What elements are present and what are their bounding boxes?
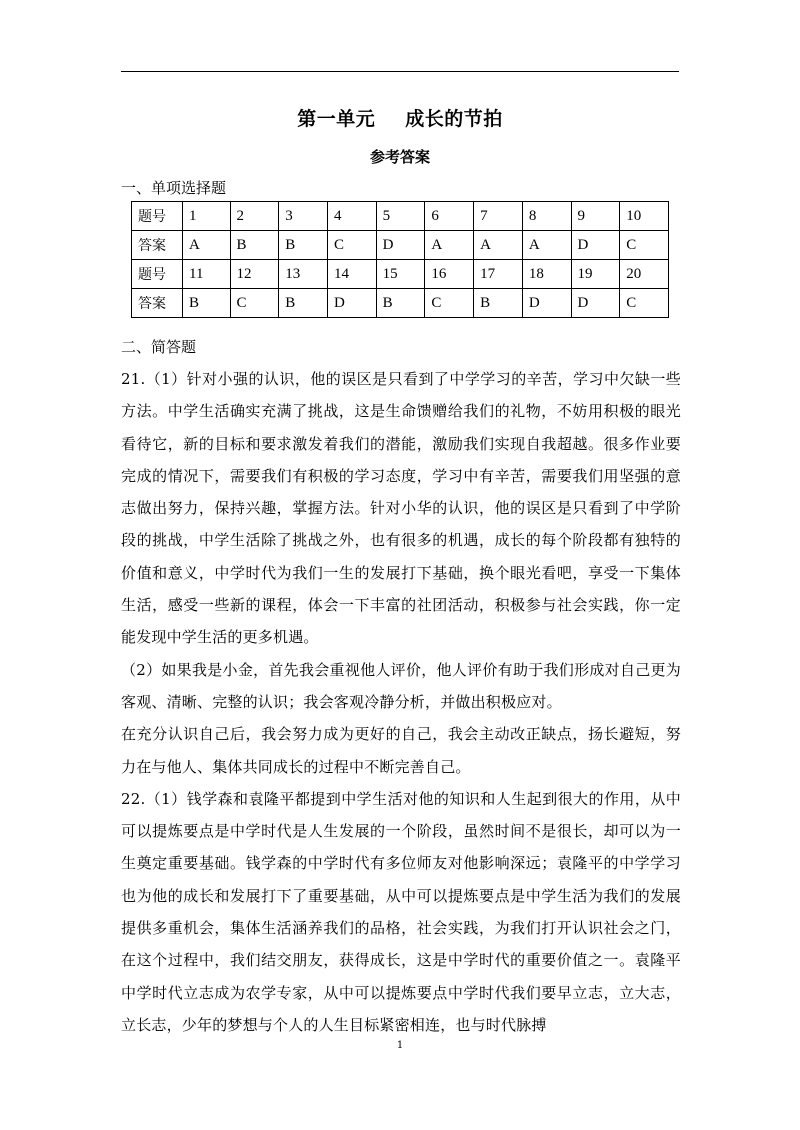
question-number: 17	[474, 260, 523, 289]
row-label: 答案	[132, 289, 183, 318]
answer-paragraph: 21.（1）针对小强的认识，他的误区是只看到了中学学习的辛苦，学习中欠缺一些方法。中学生活确实充满了挑战，这是生命馈赠给我们的礼物，不妨用积极的眼光看待它，新的目标和要求激发着我们的潜能，激励我们实现自我超越。很多作业要完成的情况下，需要我们有积极的学习态度，学习中有辛苦，需要我们用坚强的意志做出努力，保持兴趣，掌握方法。针对小华的认识，他的误区是只看到了中学阶段的挑战，中学生活除了挑战之外，也有很多的机遇，成长的每个阶段都有独特的价值和意义，中学时代为我们一生的发展打下基础，换个眼光看吧，享受一下集体生活，感受一些新的课程，体会一下丰富的社团活动，积极参与社会实践，你一定能发现中学生活的更多机遇。	[121, 370, 681, 647]
answer-cell: B	[279, 289, 328, 318]
question-number: 9	[571, 202, 620, 231]
question-number: 15	[376, 260, 425, 289]
question-number: 4	[327, 202, 376, 231]
unit-title: 成长的节拍	[405, 108, 503, 130]
question-number: 14	[327, 260, 376, 289]
table-row-numbers-1	[132, 202, 669, 231]
table-row-answers-1	[132, 231, 669, 260]
answer-cell: B	[376, 289, 425, 318]
answer-body	[121, 363, 681, 1041]
answer-cell: B	[474, 289, 523, 318]
question-number: 11	[183, 260, 231, 289]
page-number: 1	[396, 1040, 404, 1051]
question-number: 20	[620, 260, 669, 289]
answer-table	[131, 201, 669, 318]
table-row-answers-2	[132, 289, 669, 318]
section-heading-short-answer: 二、简答题	[121, 338, 197, 356]
question-number: 3	[279, 202, 328, 231]
section-heading-choice: 一、单项选择题	[121, 179, 227, 197]
answer-cell: D	[522, 289, 571, 318]
answer-cell: D	[376, 231, 425, 260]
question-number: 5	[376, 202, 425, 231]
question-number: 19	[571, 260, 620, 289]
answer-cell: A	[522, 231, 571, 260]
answer-cell: C	[425, 289, 474, 318]
question-number: 2	[230, 202, 279, 231]
answer-cell: A	[474, 231, 523, 260]
answer-cell: C	[327, 231, 376, 260]
answer-cell: D	[327, 289, 376, 318]
answer-cell: C	[230, 289, 279, 318]
answer-cell: C	[620, 289, 669, 318]
unit-label: 第一单元	[297, 108, 376, 130]
question-number: 7	[474, 202, 523, 231]
answer-cell: B	[230, 231, 279, 260]
answer-paragraph: 22.（1）钱学森和袁隆平都提到中学生活对他的知识和人生起到很大的作用，从中可以提炼要点是中学时代是人生发展的一个阶段，虽然时间不是很长，却可以为一生奠定重要基础。钱学森的中学时代有多位师友对他影响深远；袁隆平的中学学习也为他的成长和发展打下了重要基础，从中可以提炼要点是中学生活为我们的发展提供多重机会，集体生活涵养我们的品格，社会实践，为我们打开认识社会之门，在这个过程中，我们结交朋友，获得成长，这是中学时代的重要价值之一。袁隆平中学时代立志成为农学专家，从中可以提炼要点中学时代我们要早立志，立大志，立长志，少年的梦想与个人的人生目标紧密相连，也与时代脉搏	[121, 789, 681, 1034]
row-label: 题号	[132, 260, 183, 289]
answer-cell: D	[571, 289, 620, 318]
question-number: 16	[425, 260, 474, 289]
question-number: 13	[279, 260, 328, 289]
table-row-numbers-2	[132, 260, 669, 289]
answer-cell: B	[183, 289, 231, 318]
question-number: 18	[522, 260, 571, 289]
question-number: 10	[620, 202, 669, 231]
row-label: 答案	[132, 231, 183, 260]
page-title	[0, 104, 800, 131]
answer-cell: A	[425, 231, 474, 260]
question-number: 6	[425, 202, 474, 231]
answer-cell: D	[571, 231, 620, 260]
answer-cell: A	[183, 231, 231, 260]
answer-cell: C	[620, 231, 669, 260]
answer-paragraph: 在充分认识自己后，我会努力成为更好的自己，我会主动改正缺点，扬长避短，努力在与他人、集体共同成长的过程中不断完善自己。	[121, 725, 681, 776]
row-label: 题号	[132, 202, 183, 231]
answer-paragraph: （2）如果我是小金，首先我会重视他人评价，他人评价有助于我们形成对自己更为客观、清晰、完整的认识；我会客观冷静分析，并做出积极应对。	[121, 660, 681, 711]
question-number: 1	[183, 202, 231, 231]
question-number: 8	[522, 202, 571, 231]
header-rule	[121, 71, 679, 72]
question-number: 12	[230, 260, 279, 289]
page-subtitle: 参考答案	[369, 148, 430, 166]
answer-cell: B	[279, 231, 328, 260]
